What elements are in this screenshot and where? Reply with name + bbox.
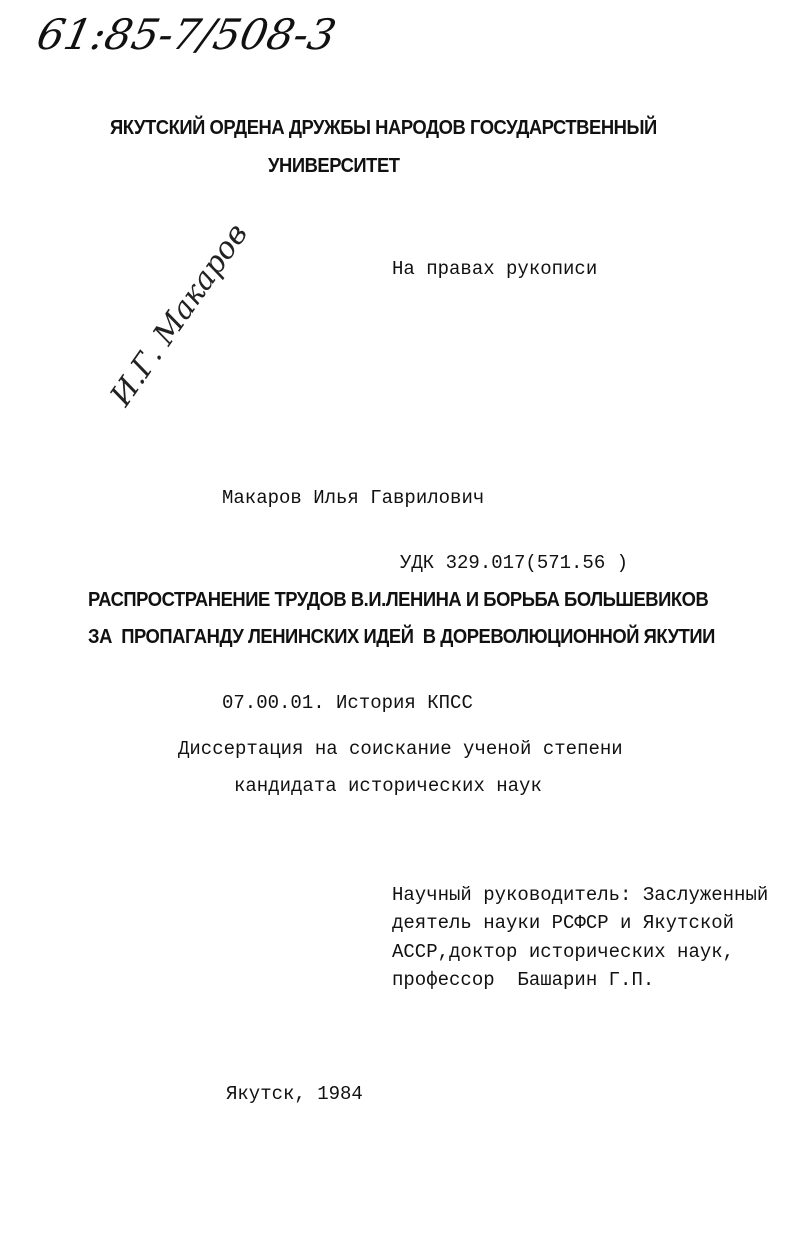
advisor-line-2: деятель науки РСФСР и Якутской	[392, 912, 735, 934]
udc-code: УДК 329.017(571.56 )	[400, 552, 629, 574]
advisor-line-4: профессор Башарин Г.П.	[392, 969, 655, 991]
author-name: Макаров Илья Гаврилович	[222, 487, 485, 509]
archive-code: 61:85-7/508-3	[32, 10, 341, 59]
title-line-1: РАСПРОСТРАНЕНИЕ ТРУДОВ В.И.ЛЕНИНА И БОРЬБА БОЛЬШЕВИКОВ	[88, 589, 709, 611]
degree-line-2: кандидата исторических наук	[234, 775, 542, 797]
manuscript-rights: На правах рукописи	[392, 258, 598, 280]
signature: И.Г. Макаров	[103, 217, 255, 413]
advisor-line-1: Научный руководитель: Заслуженный	[392, 884, 769, 906]
specialty: 07.00.01. История КПСС	[222, 692, 473, 714]
title-line-2: ЗА ПРОПАГАНДУ ЛЕНИНСКИХ ИДЕЙ В ДОРЕВОЛЮЦИОННОЙ ЯКУТИИ	[88, 626, 715, 648]
place-year: Якутск, 1984	[226, 1083, 363, 1105]
advisor-line-3: АССР,доктор исторических наук,	[392, 941, 735, 963]
university-line-1: ЯКУТСКИЙ ОРДЕНА ДРУЖБЫ НАРОДОВ ГОСУДАРСТВЕННЫЙ	[110, 117, 657, 139]
degree-line-1: Диссертация на соискание ученой степени	[178, 738, 623, 760]
university-line-2: УНИВЕРСИТЕТ	[268, 155, 400, 177]
